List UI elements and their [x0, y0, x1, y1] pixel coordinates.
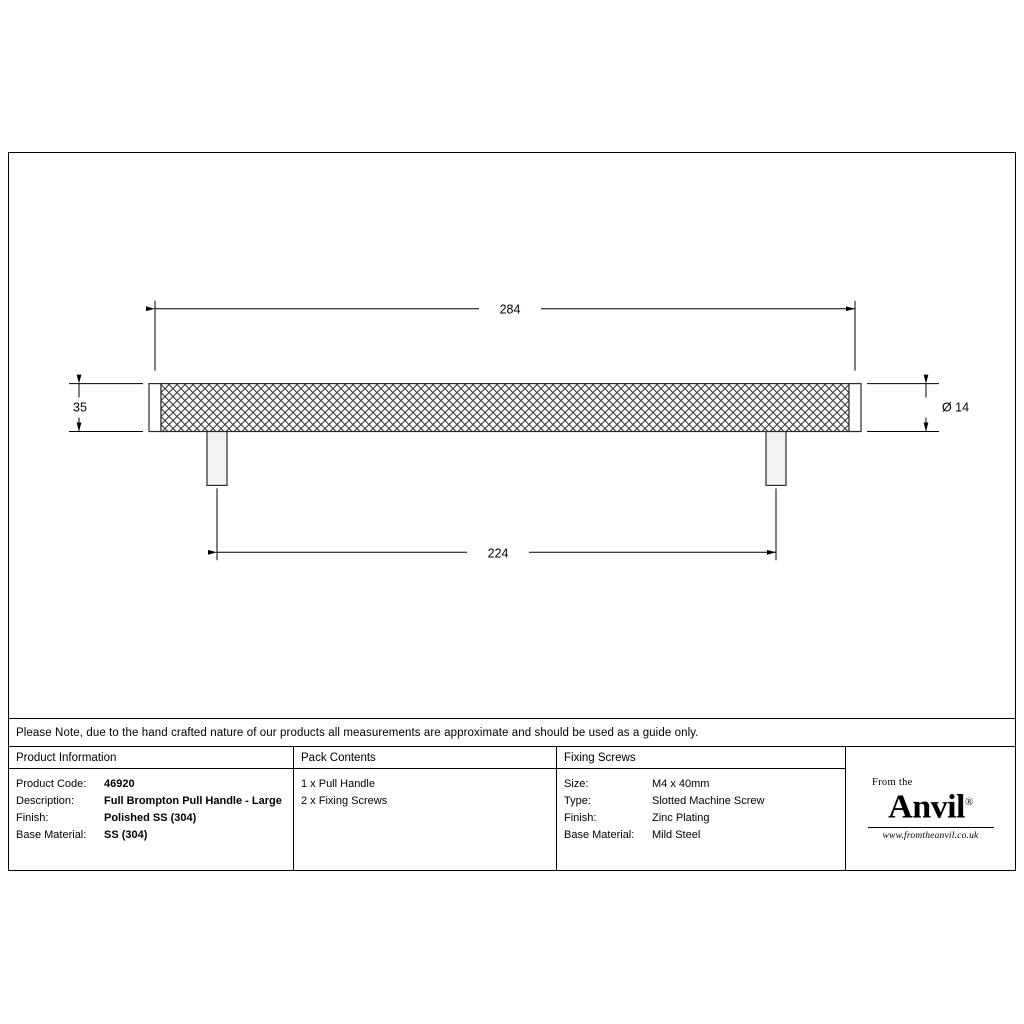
table-row [564, 827, 845, 844]
pack-contents-body [294, 769, 556, 810]
product-information-heading: Product Information [9, 747, 293, 769]
row-key: Type: [564, 795, 591, 807]
row-value: M4 x 40mm [652, 778, 710, 790]
panel-brand-logo [846, 747, 1015, 871]
row-key: Finish: [564, 812, 597, 824]
row-value: Zinc Plating [652, 812, 710, 824]
row-key: Size: [564, 778, 589, 790]
table-row [16, 776, 293, 793]
table-row [564, 810, 845, 827]
table-row [16, 810, 293, 827]
row-key: Base Material: [16, 829, 87, 841]
row-key: Finish: [16, 812, 49, 824]
row-key: Description: [16, 795, 75, 807]
dimension-label-centres: 224 [487, 546, 509, 561]
pull-handle-graphic [149, 384, 861, 486]
note-row [9, 719, 1015, 747]
fixing-screws-body [557, 769, 845, 844]
row-value: SS (304) [104, 829, 148, 841]
info-tables [9, 747, 1015, 871]
row-value: Slotted Machine Screw [652, 795, 765, 807]
panel-fixing-screws [557, 747, 846, 871]
table-row [16, 827, 293, 844]
drawing-area [9, 153, 1015, 719]
drawing-sheet [8, 152, 1016, 871]
dimension-label-overall-length: 284 [499, 302, 521, 317]
registered-mark: ® [965, 796, 973, 809]
logo-url: www.fromtheanvil.co.uk [882, 830, 979, 841]
dimension-label-projection: 35 [73, 400, 87, 415]
logo-wordmark [888, 784, 973, 825]
logo-top-text: From the [872, 777, 913, 789]
row-key: Base Material: [564, 829, 635, 841]
row-value: Full Brompton Pull Handle - Large [104, 795, 282, 807]
note-text: Please Note, due to the hand crafted nature of our products all measurements are approximate and should be used as a guide only. [16, 726, 699, 739]
table-row [16, 793, 293, 810]
logo-wordmark-text: Anvil [888, 788, 965, 826]
row-value: Polished SS (304) [104, 812, 197, 824]
logo-divider [868, 827, 994, 828]
row-value: 46920 [104, 778, 135, 790]
fixing-screws-heading: Fixing Screws [557, 747, 845, 769]
brand-logo [846, 747, 1015, 871]
table-row [564, 793, 845, 810]
panel-product-information [9, 747, 294, 871]
row-value: Mild Steel [652, 829, 701, 841]
list-item: 2 x Fixing Screws [301, 795, 388, 807]
dimension-label-diameter: Ø 14 [942, 400, 970, 415]
table-row [564, 776, 845, 793]
list-item: 1 x Pull Handle [301, 778, 375, 790]
panel-pack-contents [294, 747, 557, 871]
row-key: Product Code: [16, 778, 87, 790]
product-information-body [9, 769, 293, 844]
technical-drawing-svg [9, 153, 1015, 718]
pack-contents-heading: Pack Contents [294, 747, 556, 769]
